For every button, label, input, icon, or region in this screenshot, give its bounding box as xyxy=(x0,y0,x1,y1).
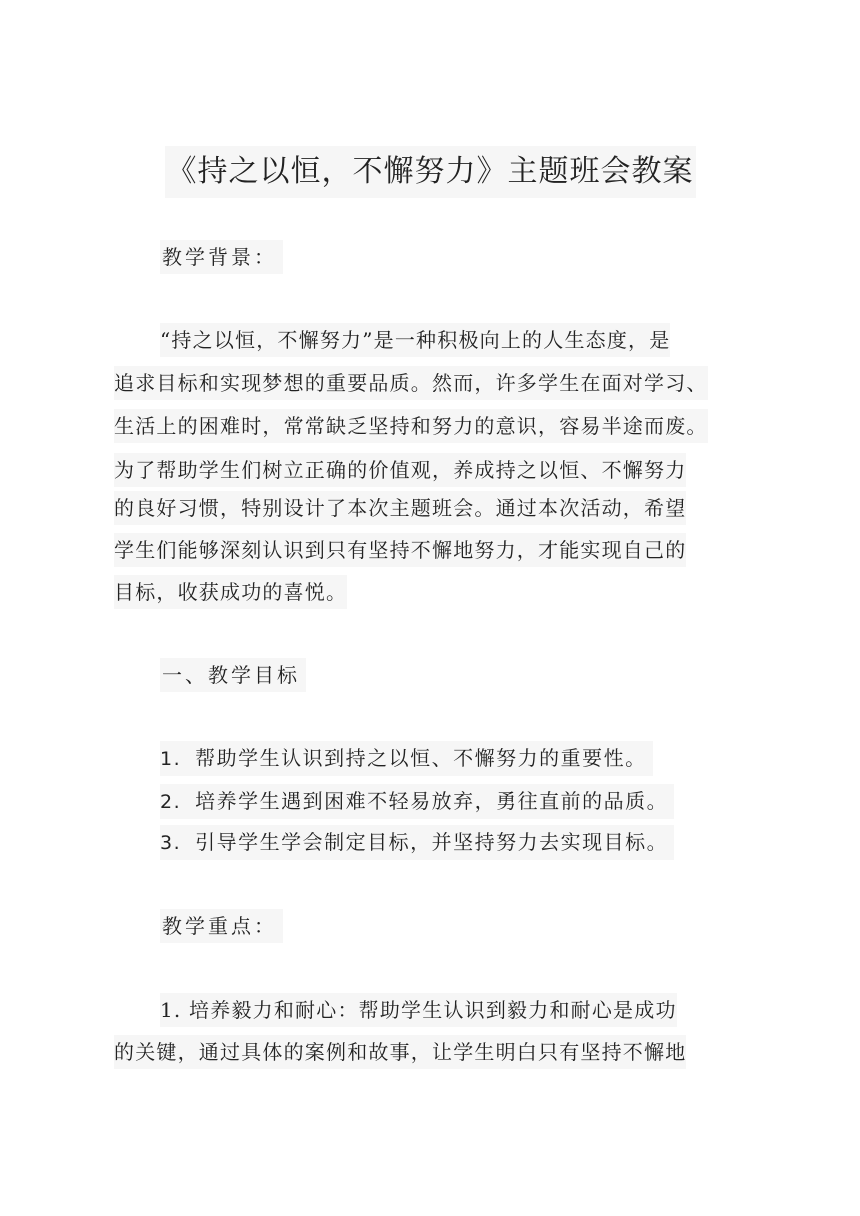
objective-item xyxy=(160,741,653,776)
background-line: “持之以恒，不懈努力”是一种积极向上的人生态度，是 xyxy=(160,323,670,357)
background-line: 为了帮助学生们树立正确的价值观，养成持之以恒、不懈努力 xyxy=(114,453,686,487)
objective-item xyxy=(160,825,674,860)
background-line: 生活上的困难时，常常缺乏坚持和努力的意识，容易半途而废。 xyxy=(114,409,708,443)
objective-number: 2. xyxy=(160,791,182,813)
background-line: 目标，收获成功的喜悦。 xyxy=(114,575,347,609)
background-line: 学生们能够深刻认识到只有坚持不懈地努力，才能实现自己的 xyxy=(114,533,686,567)
title-text: 《持之以恒，不懈努力》主题班会教案 xyxy=(165,146,696,198)
objectives-heading: 一、教学目标 xyxy=(160,658,306,692)
key-point-line: 1. 培养毅力和耐心：帮助学生认识到毅力和耐心是成功 xyxy=(160,993,677,1027)
key-points-heading: 教学重点： xyxy=(160,909,283,943)
background-line: 的良好习惯，特别设计了本次主题班会。通过本次活动，希望 xyxy=(114,491,686,525)
objective-number: 1. xyxy=(160,748,182,770)
objective-item xyxy=(160,784,674,819)
background-line: 追求目标和实现梦想的重要品质。然而，许多学生在面对学习、 xyxy=(114,366,708,400)
document-title xyxy=(0,146,860,198)
key-point-line: 的关键，通过具体的案例和故事，让学生明白只有坚持不懈地 xyxy=(114,1035,686,1069)
objective-number: 3. xyxy=(160,832,182,854)
objective-text: 培养学生遇到困难不轻易放弃，勇往直前的品质。 xyxy=(195,789,669,813)
objective-text: 帮助学生认识到持之以恒、不懈努力的重要性。 xyxy=(195,746,647,770)
background-heading: 教学背景： xyxy=(160,240,283,274)
objective-text: 引导学生学会制定目标，并坚持努力去实现目标。 xyxy=(195,830,669,854)
